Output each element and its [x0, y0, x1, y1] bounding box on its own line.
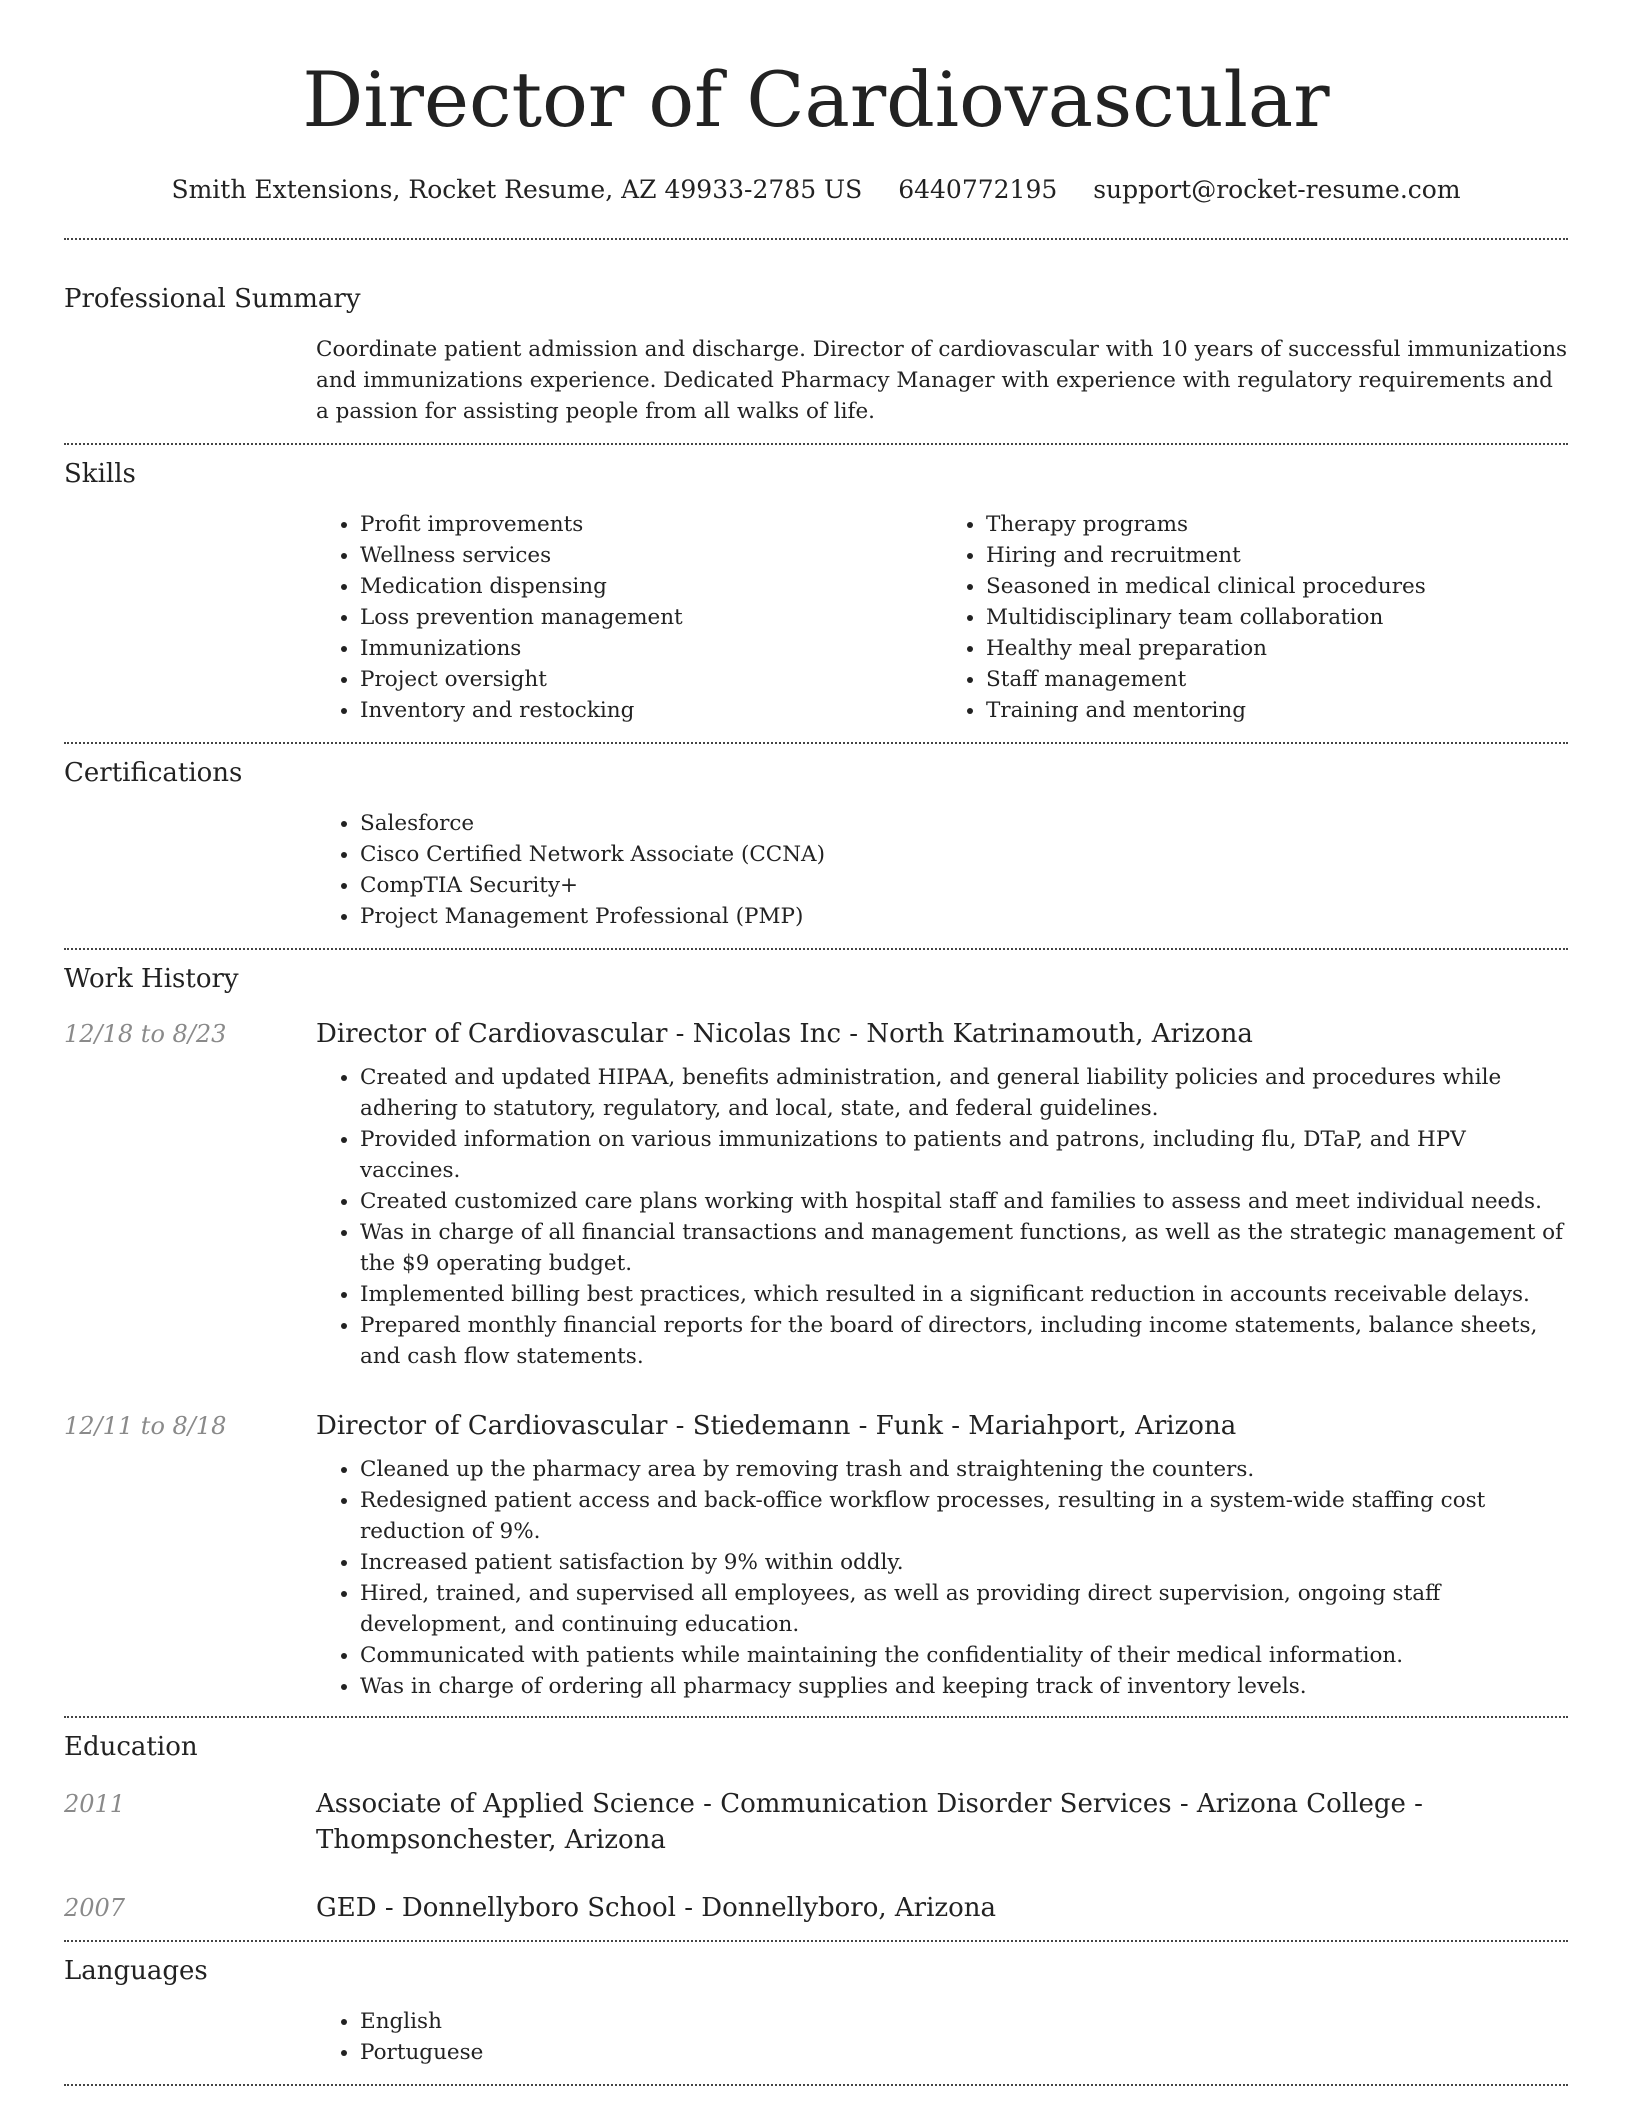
- languages-section: [64, 1942, 1568, 2084]
- job-entry: [64, 1408, 1568, 1702]
- certifications-list: [316, 808, 1568, 932]
- job-bullet: • Communicated with patients while maintaining the confidentiality of their medical information.: [360, 1640, 1568, 1671]
- skill-item: • Immunizations: [360, 633, 942, 664]
- skill-item: • Project oversight: [360, 664, 942, 695]
- job-date: 12/11 to 8/18: [64, 1412, 227, 1440]
- skills-section: [64, 445, 1568, 742]
- skill-item: • Profit improvements: [360, 509, 942, 540]
- skills-list-right: [942, 509, 1568, 726]
- education-date: 2007: [64, 1894, 126, 1922]
- skill-item: • Multidisciplinary team collaboration: [986, 602, 1568, 633]
- contact-phone: 6440772195: [898, 175, 1058, 204]
- certification-item: • Project Management Professional (PMP): [360, 901, 1568, 932]
- job-bullet: • Redesigned patient access and back-office workflow processes, resulting in a system-wide staffing cost reduction of 9%.: [360, 1485, 1568, 1547]
- job-company: - Nicolas Inc - North Katrinamouth, Arizona: [667, 1019, 1253, 1049]
- job-bullet: • Created customized care plans working with hospital staff and families to assess and meet individual needs.: [360, 1186, 1568, 1217]
- contact-email: support@rocket-resume.com: [1093, 175, 1461, 204]
- certification-item: • CompTIA Security+: [360, 870, 1568, 901]
- job-role: Director of Cardiovascular: [316, 1411, 668, 1441]
- job-bullet: • Prepared monthly financial reports for the board of directors, including income statements, balance sheets, and cash flow statements.: [360, 1310, 1568, 1372]
- job-bullet: • Increased patient satisfaction by 9% within oddly.: [360, 1547, 1568, 1578]
- contact-line: [64, 172, 1568, 208]
- skill-item: • Staff management: [986, 664, 1568, 695]
- work-title: Work History: [64, 964, 239, 994]
- summary-title: Professional Summary: [64, 284, 361, 314]
- skills-columns: [316, 509, 1568, 742]
- certification-item: • Salesforce: [360, 808, 1568, 839]
- certifications-section: [64, 744, 1568, 948]
- job-body: [316, 1016, 1568, 1372]
- education-entry: [64, 1786, 1568, 1858]
- skill-item: • Seasoned in medical clinical procedures: [986, 571, 1568, 602]
- languages-title: Languages: [64, 1956, 208, 1986]
- skill-item: • Medication dispensing: [360, 571, 942, 602]
- job-body: [316, 1408, 1568, 1702]
- education-entry: [64, 1890, 1568, 1940]
- job-heading: [316, 1016, 1568, 1052]
- job-company: - Stiedemann - Funk - Mariahport, Arizona: [667, 1411, 1237, 1441]
- job-entry: [64, 1016, 1568, 1372]
- skill-item: • Loss prevention management: [360, 602, 942, 633]
- skill-item: • Healthy meal preparation: [986, 633, 1568, 664]
- job-heading: [316, 1408, 1568, 1444]
- education-text: Associate of Applied Science - Communication Disorder Services - Arizona College - Thompsonchester, Arizona: [316, 1789, 1423, 1855]
- job-role: Director of Cardiovascular: [316, 1019, 668, 1049]
- skill-item: • Therapy programs: [986, 509, 1568, 540]
- job-bullets: [316, 1454, 1568, 1702]
- languages-content: [316, 2006, 1568, 2084]
- education-section: [64, 1718, 1568, 1940]
- certification-item: • Cisco Certified Network Associate (CCNA): [360, 839, 1568, 870]
- education-date: 2011: [64, 1790, 126, 1818]
- job-bullet: • Was in charge of all financial transactions and management functions, as well as the strategic management of the $9 operating budget.: [360, 1217, 1568, 1279]
- job-date: 12/18 to 8/23: [64, 1020, 227, 1048]
- skills-title: Skills: [64, 459, 136, 489]
- job-bullet: • Cleaned up the pharmacy area by removing trash and straightening the counters.: [360, 1454, 1568, 1485]
- job-bullet: • Was in charge of ordering all pharmacy supplies and keeping track of inventory levels.: [360, 1671, 1568, 1702]
- skills-list-left: [316, 509, 942, 726]
- languages-list: [316, 2006, 1568, 2068]
- education-title: Education: [64, 1732, 198, 1762]
- job-bullet: • Created and updated HIPAA, benefits administration, and general liability policies and procedures while adhering to statutory, regulatory, and local, state, and federal guidelines.: [360, 1062, 1568, 1124]
- language-item: • English: [360, 2006, 1568, 2037]
- job-bullet: • Hired, trained, and supervised all employees, as well as providing direct supervision, ongoing staff development, and continuing education.: [360, 1578, 1568, 1640]
- contact-address: Smith Extensions, Rocket Resume, AZ 49933-2785 US: [171, 175, 863, 204]
- language-item: • Portuguese: [360, 2037, 1568, 2068]
- skill-item: • Inventory and restocking: [360, 695, 942, 726]
- skill-item: • Training and mentoring: [986, 695, 1568, 726]
- certifications-title: Certifications: [64, 758, 243, 788]
- skill-item: • Hiring and recruitment: [986, 540, 1568, 571]
- job-bullet: • Provided information on various immunizations to patients and patrons, including flu, DTaP, and HPV vaccines.: [360, 1124, 1568, 1186]
- divider: [64, 2084, 1568, 2086]
- certifications-content: [316, 808, 1568, 948]
- job-bullet: • Implemented billing best practices, which resulted in a significant reduction in accounts receivable delays.: [360, 1279, 1568, 1310]
- work-section: [64, 950, 1568, 1716]
- job-bullets: [316, 1062, 1568, 1372]
- skill-item: • Wellness services: [360, 540, 942, 571]
- summary-section: [64, 240, 1568, 443]
- resume-name: Director of Cardiovascular: [302, 55, 1330, 144]
- summary-text: Coordinate patient admission and discharge. Director of cardiovascular with 10 years of successful immunizations and immunizations experience. Dedicated Pharmacy Manager with experience with regulatory requirements and a passion for assisting people from all walks of life.: [316, 337, 1568, 424]
- education-text: GED - Donnellyboro School - Donnellyboro, Arizona: [316, 1893, 997, 1923]
